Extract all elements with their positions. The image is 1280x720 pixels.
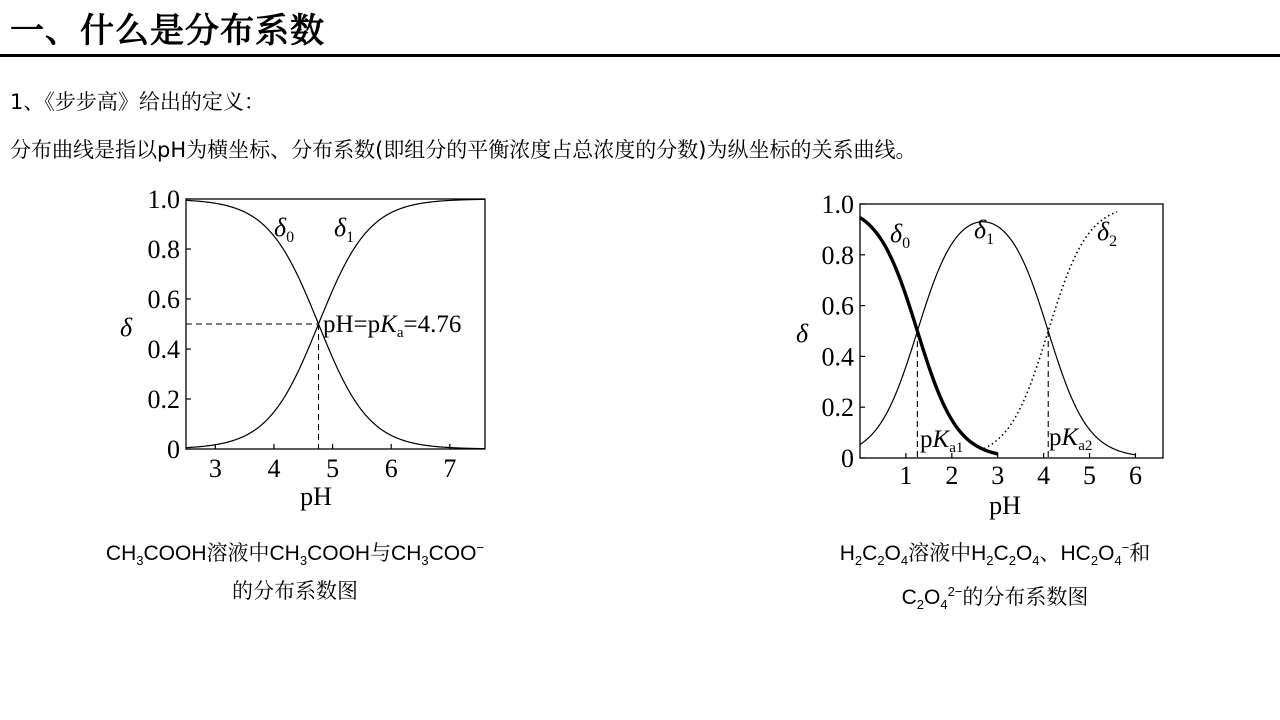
chart1-xtick-label: 4 <box>267 454 281 483</box>
chart2-caption-part: 4 <box>940 597 948 613</box>
chart2-caption-part: H <box>839 542 855 565</box>
chart1-ytick-label: 1.0 <box>147 185 180 214</box>
chart1-caption-part: 3 <box>136 553 144 569</box>
definition-text: 分布曲线是指以pH为横坐标、分布系数(即组分的平衡浓度占总浓度的分数)为纵坐标的关系曲线。 <box>10 138 917 162</box>
chart-acetic-acid <box>120 185 485 511</box>
chart1-label-delta0: $\delta_0$ <box>274 213 295 246</box>
chart1-caption-part: COOH与CH <box>307 542 422 565</box>
chart1-pka-annotation: $pH=pK_a=4.76$ <box>323 311 462 341</box>
chart2-caption-part: C <box>862 542 878 565</box>
chart1-y-axis-label: δ <box>120 313 133 342</box>
chart2-series-delta2 <box>984 212 1117 449</box>
chart1-caption-part: COOH溶液中CH <box>143 542 300 565</box>
chart2-ytick-label: 0.2 <box>821 393 854 423</box>
chart2-series-delta0 <box>860 218 998 454</box>
chart2-caption-part: − <box>1121 540 1130 555</box>
chart1-label-delta1: $\delta_1$ <box>334 213 355 246</box>
chart2-xtick-label: 3 <box>991 461 1005 490</box>
chart2-caption-part: 和 <box>1129 542 1151 565</box>
chart2-caption-part: O <box>1015 542 1033 565</box>
chart2-caption-part: 2 <box>854 553 863 569</box>
chart2-pka1-label: $pK_{a1}$ <box>920 426 964 456</box>
chart2-y-axis-label: δ <box>796 319 809 348</box>
chart1-caption-part: − <box>476 540 485 555</box>
chart1-xtick-label: 7 <box>443 454 457 483</box>
chart2-caption-part: 、HC <box>1039 542 1091 565</box>
chart2-caption-part: C <box>901 586 917 609</box>
chart2-label-delta0: $\delta_0$ <box>890 219 911 252</box>
chart2-caption-line2 <box>740 578 1250 619</box>
chart2-label-delta2: $\delta_2$ <box>1097 217 1118 250</box>
chart1-caption-part: 3 <box>299 553 308 569</box>
chart2-caption-part: 2 <box>916 597 924 613</box>
chart2-x-axis-label: pH <box>989 491 1021 520</box>
chart2-ytick-label: 0.8 <box>821 240 854 270</box>
chart2-xtick-label: 2 <box>945 461 959 490</box>
chart2-caption-part: 4 <box>1032 553 1040 569</box>
chart2-ytick-label: 0.4 <box>821 342 854 372</box>
chart1-ytick-label: 0.8 <box>147 235 180 264</box>
chart1-xtick-label: 6 <box>384 454 398 483</box>
chart2-ytick-label: 1.0 <box>821 190 854 219</box>
chart1-ytick-label: 0.6 <box>147 285 180 314</box>
chart2-caption-part: O <box>924 586 941 609</box>
chart2-caption-part: O <box>884 542 901 565</box>
chart1-xtick-label: 3 <box>208 454 222 483</box>
chart1-xtick-label: 5 <box>326 454 340 483</box>
chart2-series-delta1 <box>860 222 1135 455</box>
chart2-caption-part: 2 <box>986 553 994 569</box>
chart1-caption-part: CH <box>105 542 137 565</box>
chart2-xtick-label: 5 <box>1083 461 1097 490</box>
chart2-caption-part: 4 <box>900 553 909 569</box>
chart2-caption-part: 的分布系数图 <box>962 586 1089 609</box>
chart2-caption-part: O <box>1098 542 1115 565</box>
chart2-ytick-label: 0.6 <box>821 291 854 321</box>
chart1-caption-line2: 的分布系数图 <box>232 580 358 603</box>
chart2-caption-part: C <box>993 542 1009 565</box>
chart2-caption-part: 2 <box>1008 553 1016 569</box>
chart2-caption-line1 <box>740 534 1250 575</box>
chart2-ytick-label: 0 <box>841 444 854 473</box>
chart-oxalic-acid <box>796 190 1163 520</box>
chart1-x-axis-label: pH <box>300 482 332 511</box>
chart2-caption-part: 4 <box>1114 553 1122 569</box>
chart1-caption-part: 3 <box>421 553 429 569</box>
chart2-caption-part: 溶液中H <box>908 542 987 565</box>
chart1-caption-part: COO <box>428 542 477 565</box>
chart1-caption-line1 <box>40 534 550 575</box>
chart2-xtick-label: 6 <box>1128 461 1142 490</box>
chart1-ytick-label: 0.4 <box>147 335 180 364</box>
chart2-xtick-label: 4 <box>1037 461 1051 490</box>
chart2-caption-part: 2 <box>877 553 885 569</box>
chart2-label-delta1: $\delta_1$ <box>974 215 995 248</box>
slide-title: 一、什么是分布系数 <box>10 11 325 51</box>
chart1-ytick-label: 0.2 <box>147 385 180 414</box>
chart2-caption-part: 2− <box>947 584 963 599</box>
chart2-pka2-label: $pK_{a2}$ <box>1049 424 1093 454</box>
definition-intro: 1、《步步高》给出的定义： <box>10 90 265 114</box>
chart2-xtick-label: 1 <box>899 461 913 490</box>
chart1-ytick-label: 0 <box>167 435 180 464</box>
chart2-caption-part: 2 <box>1090 553 1099 569</box>
